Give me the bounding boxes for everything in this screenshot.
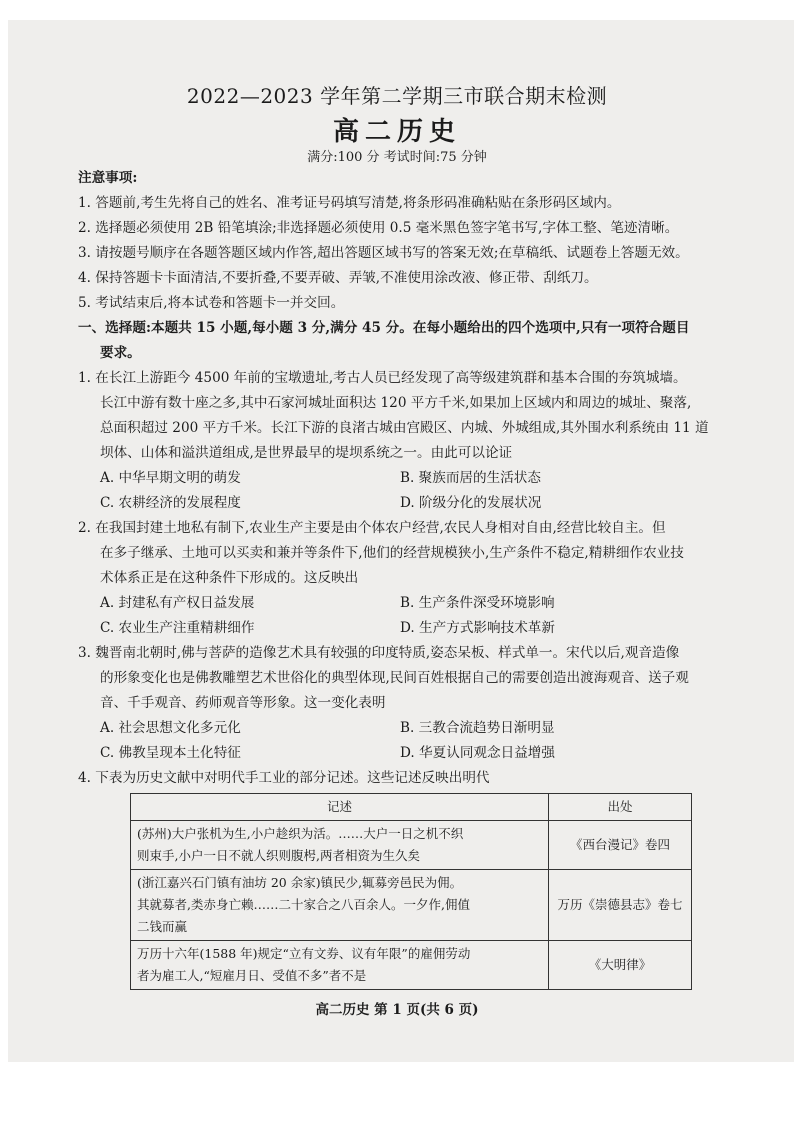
option-d: D. 华夏认同观念日益增强 (400, 745, 555, 761)
option-c: C. 农耕经济的发展程度 (100, 495, 241, 511)
record-cell (131, 870, 549, 941)
options (78, 466, 758, 516)
notice-item: 2. 选择题必须使用 2B 铅笔填涂;非选择题必须使用 0.5 毫米黑色签字笔书写,字体工整、笔迹清晰。 (78, 220, 679, 236)
option-d: D. 生产方式影响技术革新 (400, 620, 555, 636)
record-line: 万历十六年(1588 年)规定“立有文券、议有年限”的雇佣劳动 (137, 946, 471, 961)
table-row (131, 870, 692, 941)
notice-item: 3. 请按题号顺序在各题答题区域内作答,超出答题区域书写的答案无效;在草稿纸、试题卷上答题无效。 (78, 245, 689, 261)
options (78, 591, 758, 641)
question-stem: 长江中游有数十座之多,其中石家河城址面积达 120 平方千米,如果加上区域内和周边的城址、聚落, (100, 395, 692, 411)
option-b: B. 三教合流趋势日渐明显 (400, 720, 555, 736)
question-stem: 4. 下表为历史文献中对明代手工业的部分记述。这些记述反映出明代 (78, 770, 490, 786)
question-stem: 3. 魏晋南北朝时,佛与菩萨的造像艺术具有较强的印度特质,姿态呆板、样式单一。宋代以后,观音造像 (78, 645, 680, 661)
notice-heading: 注意事项: (78, 170, 138, 186)
option-a: A. 社会思想文化多元化 (100, 720, 241, 736)
option-c: C. 农业生产注重精耕细作 (100, 620, 255, 636)
option-b: B. 聚族而居的生活状态 (400, 470, 541, 486)
options (78, 716, 758, 766)
header-source: 出处 (549, 794, 692, 821)
header-record: 记述 (131, 794, 549, 821)
table-header-row (131, 794, 692, 821)
record-cell (131, 821, 549, 870)
option-c: C. 佛教呈现本土化特征 (100, 745, 241, 761)
question-stem: 在多子继承、土地可以买卖和兼并等条件下,他们的经营规模狭小,生产条件不稳定,精耕细作农业技 (100, 545, 684, 561)
question-stem: 1. 在长江上游距今 4500 年前的宝墩遗址,考古人员已经发现了高等级建筑群和基本合围的夯筑城墙。 (78, 370, 687, 386)
exam-title: 2022—2023 学年第二学期三市联合期末检测 (186, 84, 608, 108)
notice-item: 5. 考试结束后,将本试卷和答题卡一并交回。 (78, 295, 345, 311)
source-cell: 《西台漫记》卷四 (549, 821, 692, 870)
question-stem: 总面积超过 200 平方千米。长江下游的良渚古城由宫殿区、内城、外城组成,其外围水利系统由 11 道 (100, 420, 709, 436)
question-4 (78, 766, 758, 990)
option-a: A. 封建私有产权日益发展 (100, 595, 255, 611)
question-stem: 术体系正是在这种条件下形成的。这反映出 (100, 570, 359, 586)
subject-title: 高二历史 (332, 117, 461, 147)
option-b: B. 生产条件深受环境影响 (400, 595, 555, 611)
source-cell: 万历《崇德县志》卷七 (549, 870, 692, 941)
record-line: (浙江嘉兴石门镇有油坊 20 余家)镇民少,辄募旁邑民为佣。 (137, 875, 463, 890)
exam-info: 满分:100 分 考试时间:75 分钟 (307, 150, 487, 165)
page-footer: 高二历史 第 1 页(共 6 页) (315, 1002, 479, 1018)
section-heading: 一、选择题:本题共 15 小题,每小题 3 分,满分 45 分。在每小题给出的四个选项中,只有一项符合题目 (78, 320, 690, 336)
exam-content (78, 166, 758, 990)
section-heading-cont: 要求。 (100, 345, 141, 361)
question-2 (78, 516, 758, 641)
question-stem: 2. 在我国封建土地私有制下,农业生产主要是由个体农户经营,农民人身相对自由,经营比较自主。但 (78, 520, 666, 536)
table-row (131, 821, 692, 870)
option-a: A. 中华早期文明的萌发 (100, 470, 241, 486)
records-table (130, 793, 692, 990)
question-stem: 坝体、山体和溢洪道组成,是世界最早的堤坝系统之一。由此可以论证 (100, 445, 513, 461)
question-1 (78, 366, 758, 516)
record-line: (苏州)大户张机为生,小户趁织为活。……大户一日之机不织 (137, 826, 464, 841)
question-stem: 的形象变化也是佛教雕塑艺术世俗化的典型体现,民间百姓根据自己的需要创造出渡海观音、送子观 (100, 670, 689, 686)
record-line: 其就募者,类赤身亡赖……二十家合之八百余人。一夕作,佣值 (137, 897, 470, 912)
record-line: 则束手,小户一日不就人织则腹枵,两者相资为生久矣 (137, 848, 420, 863)
question-stem: 音、千手观音、药师观音等形象。这一变化表明 (100, 695, 386, 711)
notice-item: 1. 答题前,考生先将自己的姓名、准考证号码填写清楚,将条形码准确粘贴在条形码区域内。 (78, 195, 621, 211)
record-cell (131, 941, 549, 990)
option-d: D. 阶级分化的发展状况 (400, 495, 542, 511)
question-3 (78, 641, 758, 766)
record-line: 者为雇工人,“短雇月日、受值不多”者不是 (137, 968, 367, 983)
record-line: 二钱而赢 (137, 919, 188, 934)
source-cell: 《大明律》 (549, 941, 692, 990)
notice-item: 4. 保持答题卡卡面清洁,不要折叠,不要弄破、弄皱,不准使用涂改液、修正带、刮纸刀。 (78, 270, 598, 286)
table-row (131, 941, 692, 990)
